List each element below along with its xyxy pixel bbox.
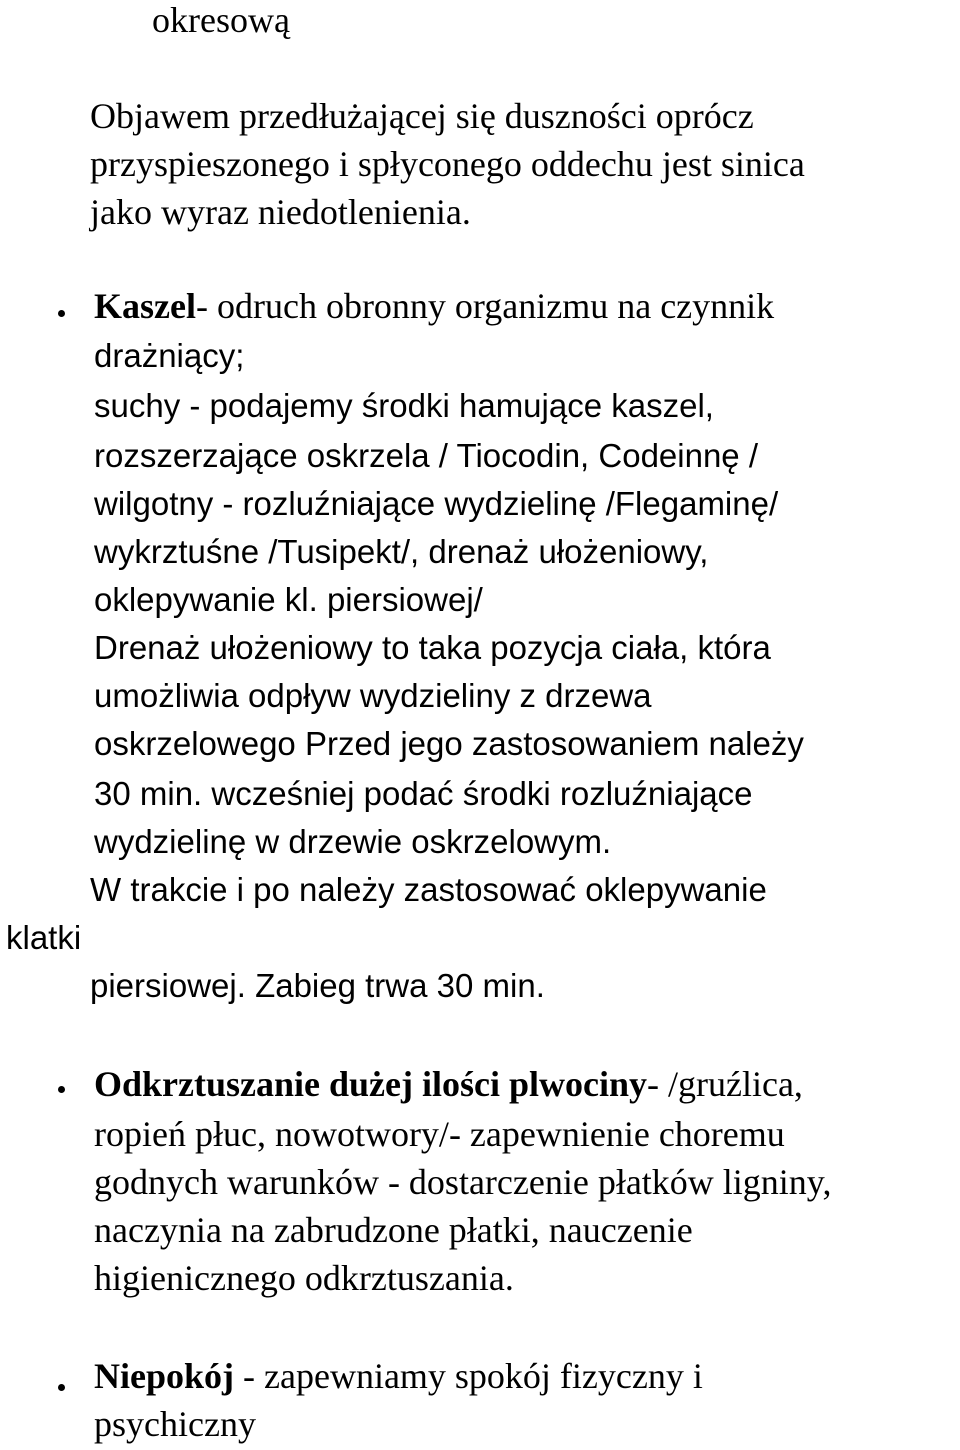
kaszel-line: 30 min. wcześniej podać środki rozluźniające bbox=[94, 775, 753, 812]
kaszel-rest: - odruch obronny organizmu na czynnik bbox=[195, 286, 775, 326]
odkrztuszanie-line: godnych warunków - dostarczenie płatków ligniny, bbox=[94, 1162, 832, 1202]
intro-line: Objawem przedłużającej się duszności oprócz bbox=[90, 96, 754, 136]
kaszel-klatki: klatki bbox=[6, 919, 82, 956]
intro-line: przyspieszonego i spłyconego oddechu jest sinica bbox=[90, 144, 805, 184]
odkrztuszanie-rest: - /gruźlica, bbox=[647, 1064, 803, 1104]
odkrztuszanie-heading bbox=[94, 1060, 803, 1108]
intro-line: jako wyraz niedotlenienia. bbox=[90, 192, 471, 232]
top-word: okresową bbox=[152, 0, 290, 40]
odkrztuszanie-title: Odkrztuszanie dużej ilości plwociny bbox=[94, 1064, 648, 1104]
niepokoj-heading bbox=[94, 1352, 703, 1400]
bullet-icon bbox=[58, 310, 65, 317]
odkrztuszanie-line: naczynia na zabrudzone płatki, nauczenie bbox=[94, 1210, 693, 1250]
kaszel-line: wydzielinę w drzewie oskrzelowym. bbox=[94, 823, 612, 860]
kaszel-line: suchy - podajemy środki hamujące kaszel, bbox=[94, 387, 714, 424]
niepokoj-title: Niepokój bbox=[94, 1356, 235, 1396]
kaszel-heading bbox=[94, 282, 774, 330]
odkrztuszanie-line: ropień płuc, nowotwory/- zapewnienie choremu bbox=[94, 1114, 785, 1154]
odkrztuszanie-line: higienicznego odkrztuszania. bbox=[94, 1258, 514, 1298]
kaszel-line: Drenaż ułożeniowy to taka pozycja ciała, która bbox=[94, 629, 771, 666]
bullet-icon bbox=[58, 1384, 65, 1391]
kaszel-line: umożliwia odpływ wydzieliny z drzewa bbox=[94, 677, 652, 714]
kaszel-w-trakcie: W trakcie i po należy zastosować oklepywanie bbox=[90, 871, 767, 908]
kaszel-line: drażniący; bbox=[94, 337, 245, 374]
kaszel-line: oklepywanie kl. piersiowej/ bbox=[94, 581, 483, 618]
kaszel-piersiowej: piersiowej. Zabieg trwa 30 min. bbox=[90, 967, 545, 1004]
kaszel-line: rozszerzające oskrzela / Tiocodin, Codeinnę / bbox=[94, 437, 758, 474]
niepokoj-line: psychiczny bbox=[94, 1404, 256, 1444]
kaszel-line: wilgotny - rozluźniające wydzielinę /Flegaminę/ bbox=[94, 485, 779, 522]
kaszel-line: wykrztuśne /Tusipekt/, drenaż ułożeniowy, bbox=[94, 533, 709, 570]
bullet-icon bbox=[58, 1086, 65, 1093]
niepokoj-rest: - zapewniamy spokój fizyczny i bbox=[234, 1356, 703, 1396]
kaszel-line: oskrzelowego Przed jego zastosowaniem należy bbox=[94, 725, 804, 762]
kaszel-title: Kaszel bbox=[94, 286, 196, 326]
